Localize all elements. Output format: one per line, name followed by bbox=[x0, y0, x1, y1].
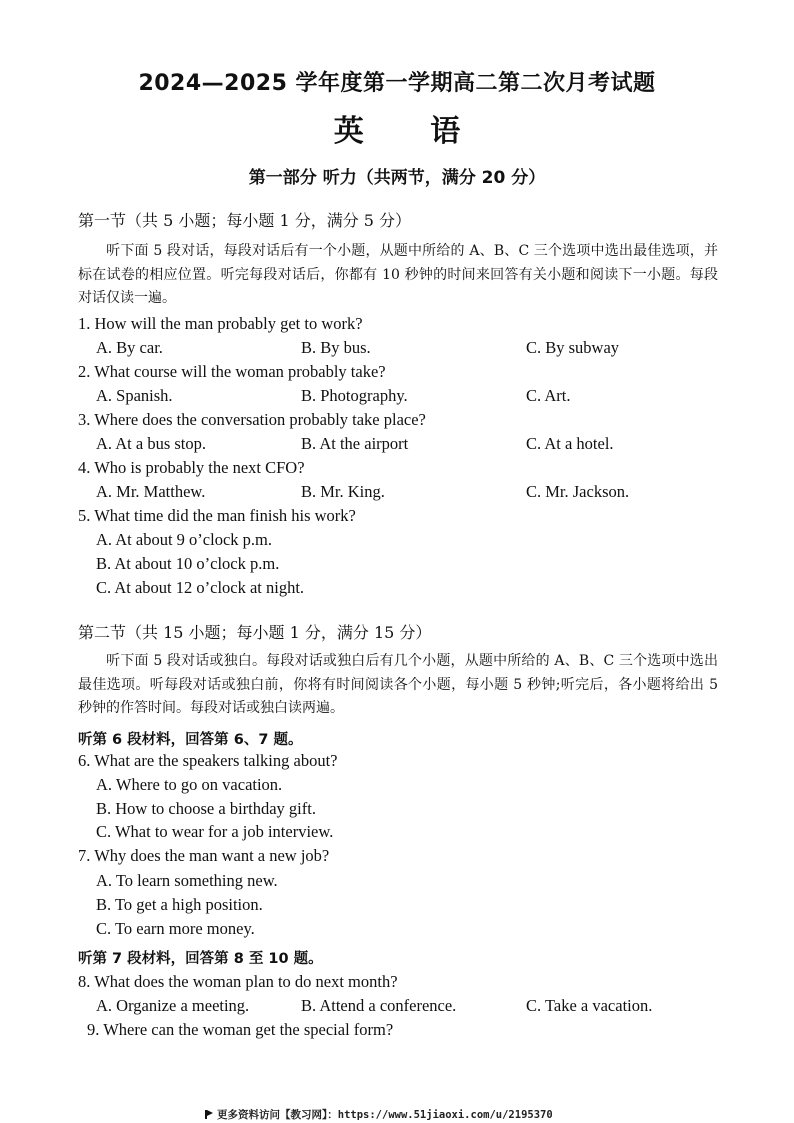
question-2: 2. What course will the woman probably take? bbox=[78, 362, 386, 381]
section2-heading: 第二节（共 15 小题；每小题 1 分，满分 15 分） bbox=[78, 623, 432, 642]
section1-heading: 第一节（共 5 小题；每小题 1 分，满分 5 分） bbox=[78, 211, 412, 230]
q7-option-a: A. To learn something new. bbox=[96, 871, 278, 890]
q7-option-b: B. To get a high position. bbox=[96, 895, 263, 914]
section2-instructions-text: 听下面 5 段对话或独白。每段对话或独白后有几个小题，从题中所给的 A、B、C 三个选项中选出最佳选项。听每段对话或独白前，你将有时间阅读各个小题，每小题 5 秒钟;听完后，各小题将给出 5 秒钟的作答时间。每段对话或独白读两遍。 bbox=[78, 653, 718, 716]
section2-instructions bbox=[78, 650, 718, 721]
flag-icon bbox=[205, 1110, 213, 1119]
q8-option-c: C. Take a vacation. bbox=[526, 996, 653, 1015]
q8-option-a: A. Organize a meeting. bbox=[96, 996, 250, 1015]
footer-link[interactable]: 更多资料访问【教习网】：https://www.51jiaoxi.com/u/2195370 bbox=[217, 1109, 553, 1121]
q3-option-a: A. At a bus stop. bbox=[96, 434, 207, 453]
q5-option-c: C. At about 12 o’clock at night. bbox=[96, 578, 305, 597]
q5-option-a: A. At about 9 o’clock p.m. bbox=[96, 530, 272, 549]
q3-option-c: C. At a hotel. bbox=[526, 434, 614, 453]
question-8: 8. What does the woman plan to do next month? bbox=[78, 972, 398, 991]
q2-option-a: A. Spanish. bbox=[96, 386, 173, 405]
exam-title: 2024—2025 学年度第一学期高二第二次月考试题 bbox=[138, 71, 656, 96]
material-7-heading: 听第 7 段材料，回答第 8 至 10 题。 bbox=[78, 951, 323, 967]
question-9: 9. Where can the woman get the special form? bbox=[87, 1020, 394, 1039]
q2-option-c: C. Art. bbox=[526, 386, 571, 405]
q1-option-b: B. By bus. bbox=[301, 338, 371, 357]
question-7: 7. Why does the man want a new job? bbox=[78, 846, 330, 865]
q1-option-c: C. By subway bbox=[526, 338, 620, 357]
part-title: 第一部分 听力（共两节，满分 20 分） bbox=[248, 168, 546, 188]
q3-option-b: B. At the airport bbox=[301, 434, 409, 453]
question-1: 1. How will the man probably get to work? bbox=[78, 314, 363, 333]
subject-title: 英 语 bbox=[333, 114, 489, 149]
question-6: 6. What are the speakers talking about? bbox=[78, 751, 338, 770]
footer bbox=[205, 1107, 553, 1122]
material-6-heading: 听第 6 段材料，回答第 6、7 题。 bbox=[78, 732, 303, 748]
question-4: 4. Who is probably the next CFO? bbox=[78, 458, 305, 477]
q7-option-c: C. To earn more money. bbox=[96, 919, 255, 938]
q6-option-b: B. How to choose a birthday gift. bbox=[96, 799, 316, 818]
q1-option-a: A. By car. bbox=[96, 338, 163, 357]
q4-option-b: B. Mr. King. bbox=[301, 482, 385, 501]
section1-instructions-text: 听下面 5 段对话，每段对话后有一个小题，从题中所给的 A、B、C 三个选项中选出最佳选项，并标在试卷的相应位置。听完每段对话后，你都有 10 秒钟的时间来回答有关小题和阅读下一小题。每段对话仅读一遍。 bbox=[78, 243, 718, 306]
question-3: 3. Where does the conversation probably take place? bbox=[78, 410, 426, 429]
q6-option-a: A. Where to go on vacation. bbox=[96, 775, 283, 794]
question-5: 5. What time did the man finish his work? bbox=[78, 506, 356, 525]
q2-option-b: B. Photography. bbox=[301, 386, 408, 405]
q8-option-b: B. Attend a conference. bbox=[301, 996, 457, 1015]
q5-option-b: B. At about 10 o’clock p.m. bbox=[96, 554, 280, 573]
q4-option-a: A. Mr. Matthew. bbox=[96, 482, 206, 501]
q6-option-c: C. What to wear for a job interview. bbox=[96, 822, 334, 841]
section1-instructions bbox=[78, 240, 718, 311]
q4-option-c: C. Mr. Jackson. bbox=[526, 482, 630, 501]
